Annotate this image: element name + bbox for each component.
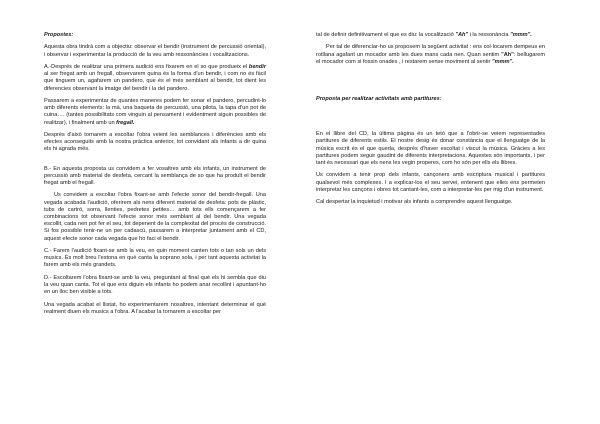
paragraph-d-continued: Una vegada acabat el llistat, ho experimentarem nosaltres, intentant determinar el què realment diuen els musics a l'obra. A l'acabar la tornarem a escoltar per [44, 301, 266, 315]
paragraph-listen-again: Després d'això tornarem a escoltar l'obra veient les semblances i diferències amb els efectes aconseguits amb la nostra pràctica anterior, tot convidant als infants a dir quina els hi agrada més. [44, 131, 266, 153]
paragraph-objective: Aquesta obra tindrà com a objectiu: observar el bendir (instrument de percussió oriental), i observar i experimentar la producció de la veu amb ressonàncies i vocalitzacions. [44, 44, 266, 58]
text: al ser fregat amb un fregall, observarem quina és la forma d'un bendir, i com no és fàcil que tinguem un, agafarem un pandero, que és el més semblant al bendir, tot dient les diferencies observant la imatge del bendir i la del pandero. [44, 71, 266, 92]
paragraph-motivate: Cal despertar la inquietud i motivar als infants a comprendre aquest llenguatge. [316, 199, 513, 206]
paragraph-book: En el llibre del CD, la última pàgina és un tetó que a l'obrir-se veiem representades partitures de diferents estils. El nostre desig és donar constància que el llenguatge de la música escrit és el que queda, després d'haver escoltat i viscut la música. Gràcies a les partitures podem seguir gaudint de diferents interpretacions. Aquestes són importants, i per tant és necessari que els nens les vegin properes, com ho són per ells els llibres. [316, 131, 545, 167]
paragraph-invite: Us convidem a tenir prop dels infants, cançoners amb escriptura musical i partitures qualsevol més complexes. I a explicar-los el seu servei, entenent que elles ens permeten interpretar les cançons i obres tot cantant-les, com a interpretar-les per mig d'un instrument. [316, 172, 545, 193]
bold-term: "mmm". [510, 32, 532, 38]
bold-term: fregall. [116, 119, 135, 126]
paragraph-c: C.- Farem l'audició fixant-se amb la veu, en quin moment canten tots o tan sols un dels musics. És molt breu l'estona en què canta la soprano sola, i per tant aquesta activitat la farem amb els més grandets. [44, 248, 266, 269]
bold-term: "Ah" [501, 51, 514, 58]
text: tal de definir definitivament el que es diu: la vocalització [316, 32, 456, 38]
paragraph-b: B.- En aquesta proposta us convidem a fer vosaltres amb els infants, un instrument de percussió amb material de desfeta, cercant la semblança de so que ha produït el bendir fregat amb el fregall. [44, 165, 266, 186]
paragraph-activity [316, 44, 545, 66]
paragraph-definition [316, 32, 545, 39]
paragraph-b-activity: Us convidem a escoltar l'obra fixant-se amb l'efecte sonor del bendir-fregall. Una vegada acabada l'audició, oferirem als nens diferent material de desfeta: pots de plàstic, tubs de cartró, sorra, llenties, pedretes petites… amb tots ells començarem a fer combinacions tot observant l'efecte sonor més semblant al del bendir. Una vegada escollit, cada nen pot fer el seu, tot depenent de la complexitat del procés de construcció. Si fos possible tenir-ne un per cadascú, passarem a interpretar juntament amb el CD, aquest efecte sonor cada vegada que ho faci el bendir. [44, 192, 266, 242]
section-heading-scores: Proposta per realitzar activitats amb partitures: [316, 96, 442, 102]
text: Per tal de diferenciar-ho us proposem la següent activitat : ens col·locarem dempeus en rotllana agafant un mocador amb les dues mans cada nen. Quan sentim [316, 44, 545, 58]
section-heading-proposals: Propostes: [44, 32, 74, 38]
bold-term: bendir [248, 63, 266, 70]
text: i la ressonància [468, 32, 511, 38]
text: Passarem a experimentar de quantes maneres podem fer sonar el pandero, percudint-lo amb diferents elements: la mà, una baqueta de percussió, una pilota, la tapa d'un pot de cuina…. (tantes possibilitats com vinguin al pensament i evidentment siguin possibles de realitzar), i finalment amb un [44, 97, 266, 126]
paragraph-experiment [44, 98, 266, 127]
text: : bellugarem el mocador com si fossin onades , i restarem sense moviment al sentir [316, 51, 545, 65]
paragraph-a [44, 64, 266, 93]
left-column [44, 32, 266, 321]
paragraph-d: D.- Escoltarem l'obra fixant-se amb la veu, preguntant al final què els hi sembla que diu la veu quan canta. Tot el que ens diguin els infants ho podem anar recollint i apuntant-ho en un lloc ben visible a tots. [44, 274, 266, 296]
right-column [316, 32, 545, 212]
text: A.-Després de realitzar una primera audició ens fixarem en el so que produeix el [44, 63, 249, 70]
bold-term: "mmm". [491, 58, 514, 65]
bold-term: "Ah" [455, 32, 469, 38]
